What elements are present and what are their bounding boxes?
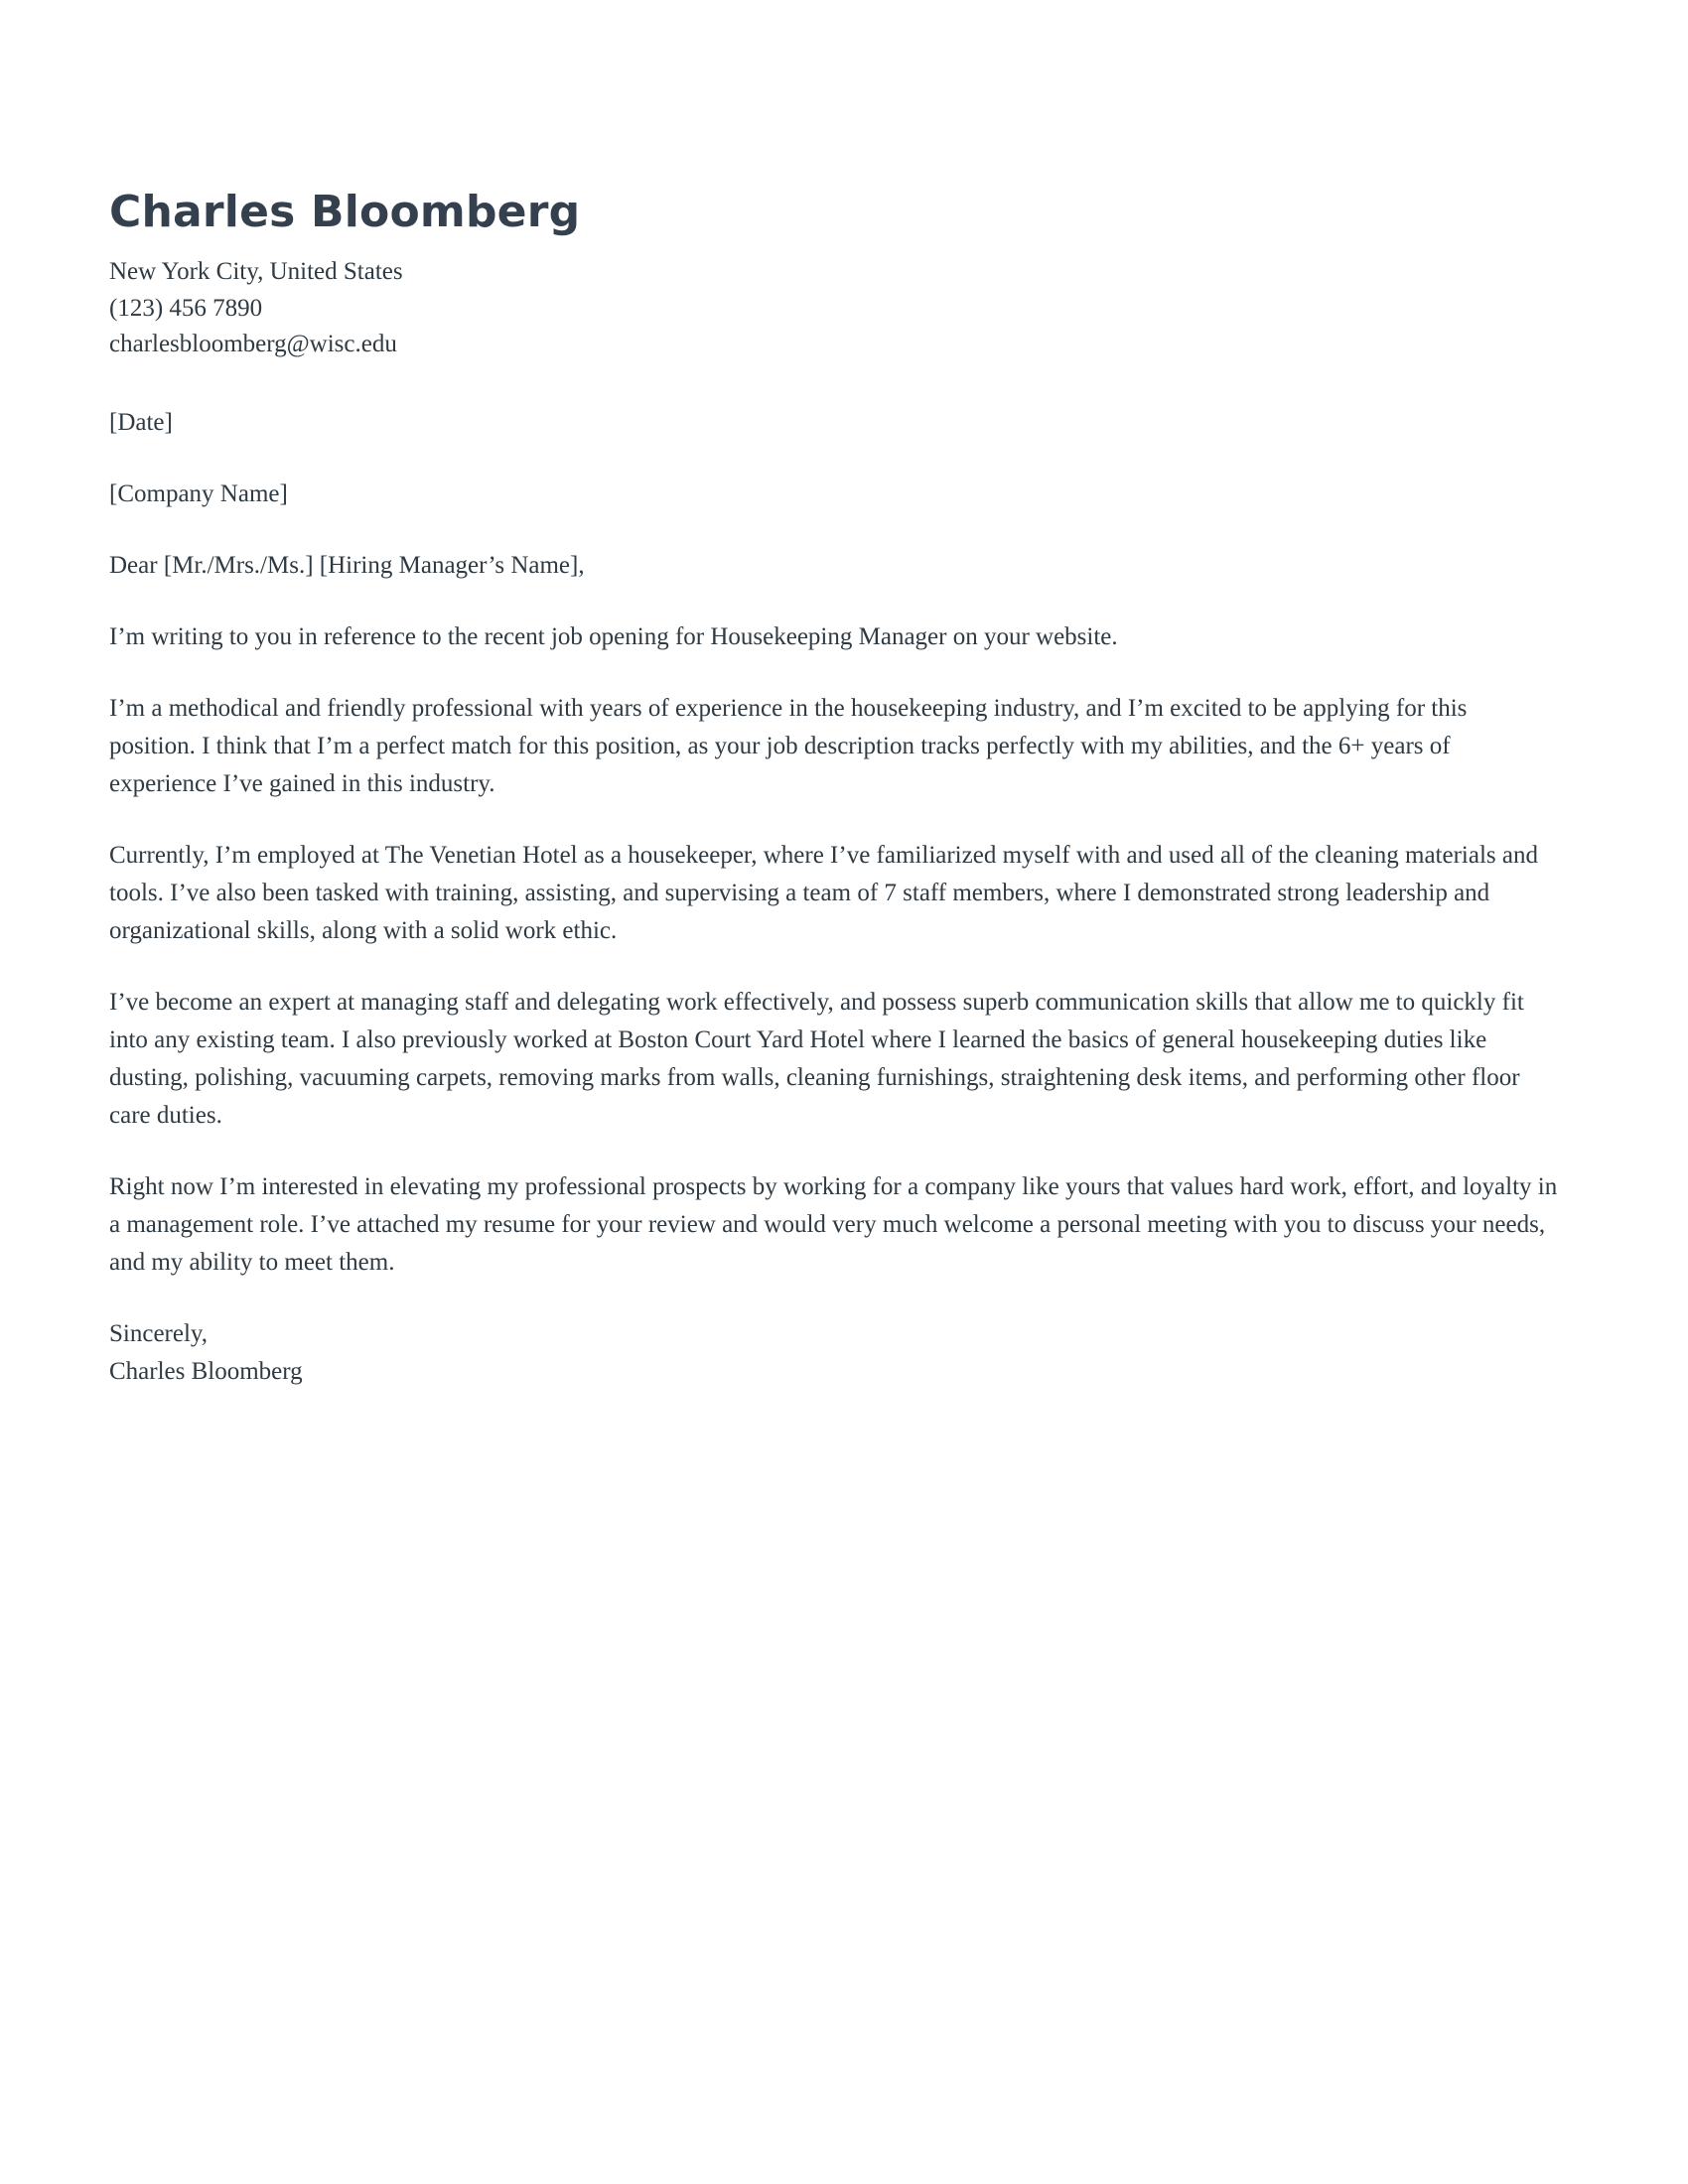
closing-block (109, 1315, 1559, 1390)
page-title: Charles Bloomberg (109, 187, 581, 237)
sender-location: New York City, United States (109, 258, 403, 286)
date-placeholder: [Date] (109, 409, 173, 437)
body-paragraph-5: Right now I’m interested in elevating my professional prospects by working for a company like yours that values hard work, effort, and loyalty in a management role. I’ve attached my resume for your review and would very much welcome a personal meeting with you to discuss your needs, and my ability to meet them. (109, 1173, 1558, 1277)
signature-name: Charles Bloomberg (109, 1357, 303, 1385)
company-name-placeholder: [Company Name] (109, 480, 288, 508)
salutation: Dear [Mr./Mrs./Ms.] [Hiring Manager’s Name], (109, 552, 585, 580)
valediction: Sincerely, (109, 1320, 209, 1348)
cover-letter-body (109, 189, 1559, 1390)
sender-phone: (123) 456 7890 (109, 294, 263, 322)
body-paragraph-2: I’m a methodical and friendly professional with years of experience in the housekeeping industry, and I’m excited to be applying for this position. I think that I’m a perfect match for this position, as your job description tracks perfectly with my abilities, and the 6+ years of experience I’ve gained in this industry. (109, 695, 1468, 798)
sender-email: charlesbloomberg@wisc.edu (109, 330, 397, 357)
body-paragraph-4: I’ve become an expert at managing staff and delegating work effectively, and possess superb communication skills that allow me to quickly fit into any existing team. I also previously worked at Boston Court Yard Hotel where I learned the basics of general housekeeping duties like dusting, polishing, vacuuming carpets, removing marks from walls, cleaning furnishings, straightening desk items, and performing other floor care duties. (109, 989, 1524, 1130)
body-paragraph-3: Currently, I’m employed at The Venetian Hotel as a housekeeper, where I’ve familiarized myself with and used all of the cleaning materials and tools. I’ve also been tasked with training, assisting, and supervising a team of 7 staff members, where I demonstrated strong leadership and organizational skills, along with a solid work ethic. (109, 842, 1538, 945)
body-paragraph-1: I’m writing to you in reference to the recent job opening for Housekeeping Manager on your website. (109, 623, 1118, 651)
contact-block (109, 254, 1559, 362)
